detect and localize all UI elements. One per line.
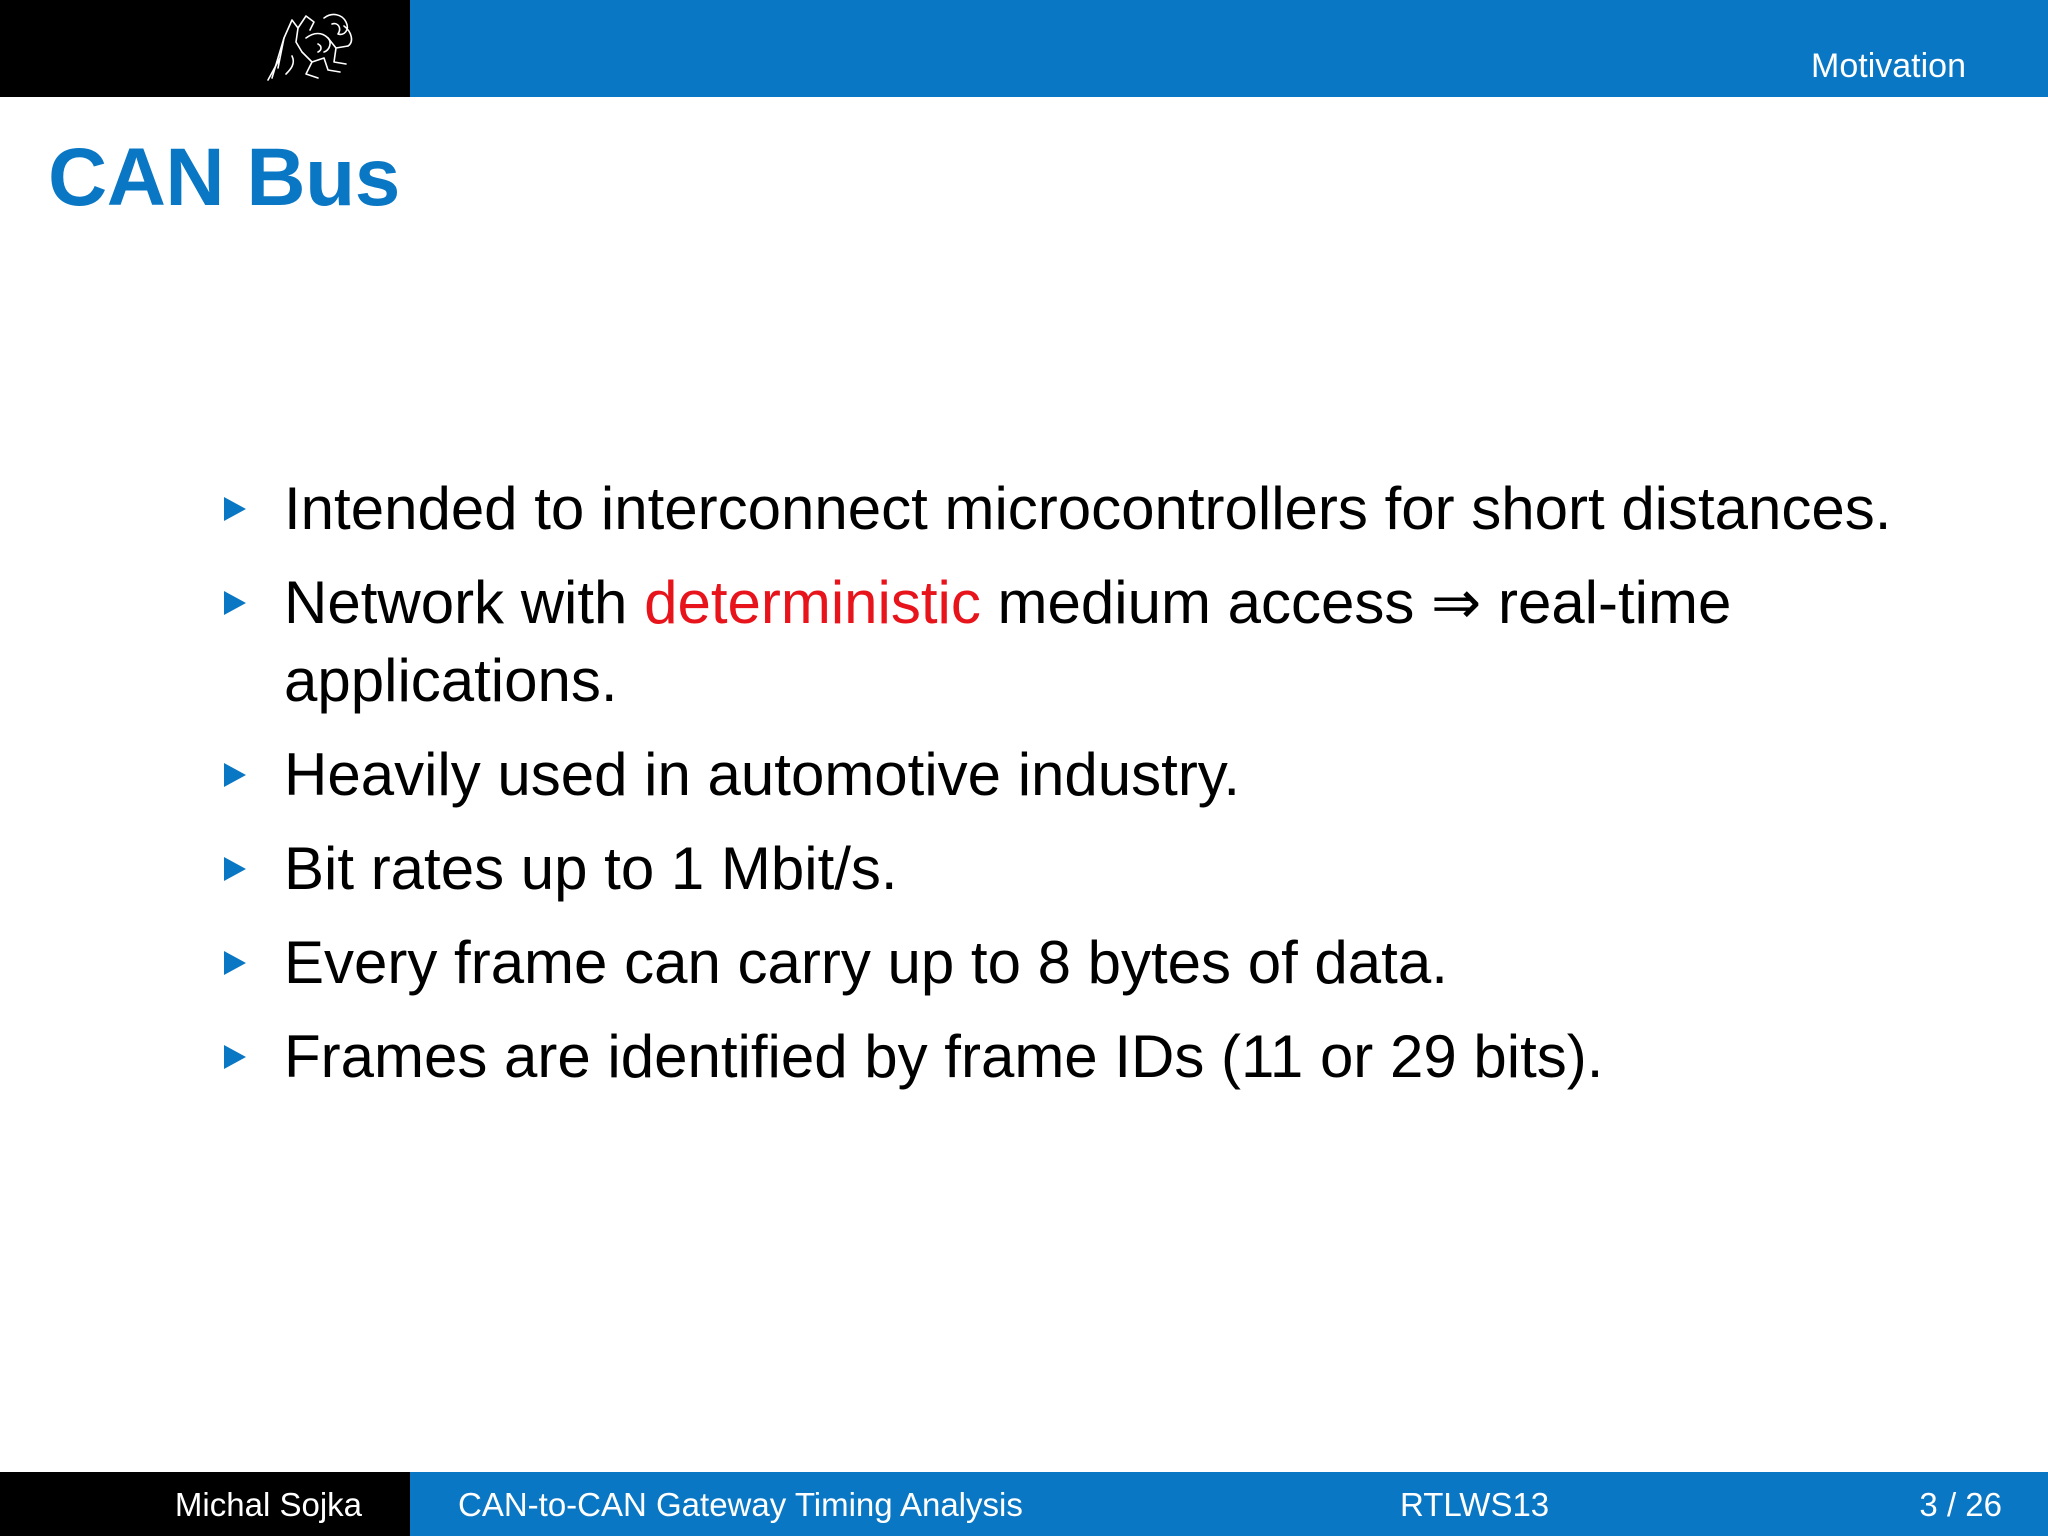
header-accent-area [410,0,2048,97]
lion-logo-icon [262,8,358,84]
bullet-item [220,1018,1900,1096]
header-logo-area [0,0,410,97]
triangle-bullet-icon [224,951,246,975]
bullet-item [220,830,1900,908]
triangle-bullet-icon [224,857,246,881]
footer-talk-title: CAN-to-CAN Gateway Timing Analysis [458,1486,1023,1523]
bullet-item [220,924,1900,1002]
bullet-list [220,470,1900,1112]
footer-page-number: 3 / 26 [1919,1486,2002,1523]
bullet-text-after: medium access ⇒ real-time applications. [284,569,1732,714]
bullet-text: Every frame can carry up to 8 bytes of data. [284,929,1448,996]
bullet-text-before: Network with [284,569,645,636]
footer-bar [0,1472,2048,1536]
bullet-text: Bit rates up to 1 Mbit/s. [284,835,898,902]
section-name: Motivation [1811,47,1966,85]
footer-author-area [0,1472,410,1536]
triangle-bullet-icon [224,763,246,787]
bullet-item [220,470,1900,548]
bullet-item [220,736,1900,814]
footer-event: RTLWS13 [1400,1486,1550,1523]
bullet-text: Intended to interconnect microcontrollers for short distances. [284,475,1892,542]
triangle-bullet-icon [224,1045,246,1069]
bullet-highlight: deterministic [644,569,981,636]
bullet-text: Heavily used in automotive industry. [284,741,1241,808]
footer-info-area [410,1472,2048,1536]
triangle-bullet-icon [224,497,246,521]
bullet-text: Frames are identified by frame IDs (11 or 29 bits). [284,1023,1604,1090]
footer-author: Michal Sojka [174,1486,362,1523]
bullet-item [220,564,1900,720]
triangle-bullet-icon [224,591,246,615]
header-bar [0,0,2048,97]
slide-title: CAN Bus [48,132,400,223]
